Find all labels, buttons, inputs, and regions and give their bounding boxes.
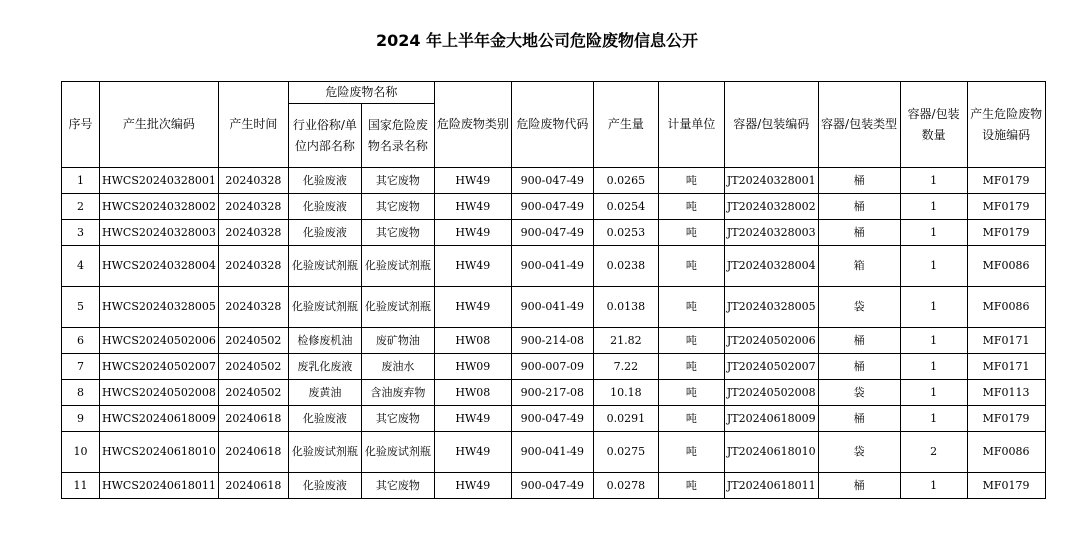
cell-national-name: 化验废试剂瓶: [361, 246, 434, 287]
cell-container-type: 袋: [818, 380, 900, 406]
cell-container-qty: 1: [900, 168, 967, 194]
cell-container-no: JT20240328005: [724, 287, 818, 328]
cell-seq: 6: [62, 328, 100, 354]
cell-unit: 吨: [658, 287, 724, 328]
cell-container-no: JT20240328004: [724, 246, 818, 287]
cell-container-type: 箱: [818, 246, 900, 287]
cell-unit: 吨: [658, 194, 724, 220]
cell-container-qty: 1: [900, 246, 967, 287]
cell-container-type: 袋: [818, 432, 900, 473]
cell-code: 900-047-49: [511, 194, 593, 220]
cell-category: HW49: [434, 473, 511, 499]
cell-code: 900-217-08: [511, 380, 593, 406]
table-row: [62, 380, 1046, 406]
header-time: 产生时间: [218, 82, 288, 168]
cell-facility-no: MF0171: [967, 328, 1045, 354]
cell-container-type: 桶: [818, 220, 900, 246]
table-row: [62, 328, 1046, 354]
cell-batch-no: HWCS20240502006: [100, 328, 219, 354]
header-container-qty: 容器/包装数量: [900, 82, 967, 168]
cell-batch-no: HWCS20240502008: [100, 380, 219, 406]
cell-container-no: JT20240618011: [724, 473, 818, 499]
table-row: [62, 246, 1046, 287]
cell-unit: 吨: [658, 380, 724, 406]
cell-container-type: 桶: [818, 406, 900, 432]
cell-container-no: JT20240502006: [724, 328, 818, 354]
page-title: 2024 年上半年金大地公司危险废物信息公开: [375, 31, 699, 50]
cell-code: 900-047-49: [511, 406, 593, 432]
cell-national-name: 含油废弃物: [361, 380, 434, 406]
cell-code: 900-047-49: [511, 220, 593, 246]
cell-common-name: 化验废液: [288, 168, 361, 194]
hazardous-waste-table: [61, 81, 1046, 499]
cell-national-name: 化验废试剂瓶: [361, 432, 434, 473]
cell-code: 900-041-49: [511, 432, 593, 473]
cell-container-type: 桶: [818, 328, 900, 354]
table-row: [62, 432, 1046, 473]
cell-amount: 7.22: [593, 354, 658, 380]
cell-code: 900-214-08: [511, 328, 593, 354]
cell-amount: 0.0291: [593, 406, 658, 432]
cell-time: 20240328: [218, 246, 288, 287]
cell-container-type: 桶: [818, 473, 900, 499]
cell-container-qty: 2: [900, 432, 967, 473]
cell-national-name: 其它废物: [361, 168, 434, 194]
table-row: [62, 287, 1046, 328]
cell-batch-no: HWCS20240328001: [100, 168, 219, 194]
cell-container-no: JT20240618009: [724, 406, 818, 432]
header-container-type: 容器/包装类型: [818, 82, 900, 168]
cell-national-name: 其它废物: [361, 406, 434, 432]
cell-batch-no: HWCS20240328002: [100, 194, 219, 220]
header-code: 危险废物代码: [511, 82, 593, 168]
header-common-name: 行业俗称/单位内部名称: [288, 104, 361, 168]
cell-seq: 9: [62, 406, 100, 432]
cell-category: HW49: [434, 168, 511, 194]
cell-time: 20240502: [218, 328, 288, 354]
cell-unit: 吨: [658, 220, 724, 246]
header-unit: 计量单位: [658, 82, 724, 168]
cell-container-type: 桶: [818, 168, 900, 194]
cell-category: HW08: [434, 328, 511, 354]
cell-facility-no: MF0086: [967, 287, 1045, 328]
cell-amount: 0.0138: [593, 287, 658, 328]
cell-common-name: 化验废液: [288, 220, 361, 246]
cell-common-name: 废乳化废液: [288, 354, 361, 380]
cell-facility-no: MF0179: [967, 473, 1045, 499]
cell-national-name: 其它废物: [361, 473, 434, 499]
cell-container-qty: 1: [900, 380, 967, 406]
cell-common-name: 化验废液: [288, 194, 361, 220]
header-container-no: 容器/包装编码: [724, 82, 818, 168]
cell-container-no: JT20240328003: [724, 220, 818, 246]
cell-category: HW49: [434, 246, 511, 287]
header-batch-no: 产生批次编码: [100, 82, 219, 168]
cell-seq: 7: [62, 354, 100, 380]
cell-seq: 3: [62, 220, 100, 246]
cell-amount: 0.0265: [593, 168, 658, 194]
cell-seq: 2: [62, 194, 100, 220]
cell-category: HW49: [434, 287, 511, 328]
table-row: [62, 194, 1046, 220]
header-amount: 产生量: [593, 82, 658, 168]
cell-container-qty: 1: [900, 194, 967, 220]
cell-time: 20240328: [218, 168, 288, 194]
cell-container-qty: 1: [900, 354, 967, 380]
cell-facility-no: MF0179: [967, 406, 1045, 432]
cell-container-type: 桶: [818, 194, 900, 220]
cell-common-name: 化验废液: [288, 406, 361, 432]
cell-amount: 0.0238: [593, 246, 658, 287]
cell-national-name: 其它废物: [361, 220, 434, 246]
cell-container-no: JT20240328001: [724, 168, 818, 194]
cell-container-no: JT20240502007: [724, 354, 818, 380]
cell-time: 20240618: [218, 406, 288, 432]
cell-facility-no: MF0086: [967, 432, 1045, 473]
cell-common-name: 化验废试剂瓶: [288, 432, 361, 473]
cell-amount: 0.0275: [593, 432, 658, 473]
cell-seq: 4: [62, 246, 100, 287]
cell-facility-no: MF0086: [967, 246, 1045, 287]
cell-container-qty: 1: [900, 406, 967, 432]
cell-time: 20240328: [218, 220, 288, 246]
cell-amount: 0.0253: [593, 220, 658, 246]
cell-category: HW08: [434, 380, 511, 406]
cell-time: 20240502: [218, 380, 288, 406]
cell-container-no: JT20240328002: [724, 194, 818, 220]
cell-facility-no: MF0179: [967, 220, 1045, 246]
cell-common-name: 废黄油: [288, 380, 361, 406]
cell-national-name: 其它废物: [361, 194, 434, 220]
header-national-name: 国家危险废物名录名称: [361, 104, 434, 168]
cell-time: 20240328: [218, 287, 288, 328]
cell-category: HW09: [434, 354, 511, 380]
cell-seq: 11: [62, 473, 100, 499]
cell-batch-no: HWCS20240328005: [100, 287, 219, 328]
cell-amount: 0.0278: [593, 473, 658, 499]
cell-unit: 吨: [658, 473, 724, 499]
cell-code: 900-007-09: [511, 354, 593, 380]
cell-common-name: 化验废液: [288, 473, 361, 499]
cell-unit: 吨: [658, 432, 724, 473]
cell-time: 20240618: [218, 473, 288, 499]
cell-unit: 吨: [658, 168, 724, 194]
cell-amount: 10.18: [593, 380, 658, 406]
header-facility-no: 产生危险废物设施编码: [967, 82, 1045, 168]
cell-container-no: JT20240618010: [724, 432, 818, 473]
cell-batch-no: HWCS20240618009: [100, 406, 219, 432]
cell-batch-no: HWCS20240618010: [100, 432, 219, 473]
cell-common-name: 化验废试剂瓶: [288, 287, 361, 328]
cell-batch-no: HWCS20240618011: [100, 473, 219, 499]
cell-facility-no: MF0113: [967, 380, 1045, 406]
cell-category: HW49: [434, 406, 511, 432]
table-row: [62, 168, 1046, 194]
cell-time: 20240328: [218, 194, 288, 220]
cell-container-type: 桶: [818, 354, 900, 380]
cell-container-no: JT20240502008: [724, 380, 818, 406]
cell-facility-no: MF0179: [967, 168, 1045, 194]
cell-common-name: 化验废试剂瓶: [288, 246, 361, 287]
cell-container-qty: 1: [900, 328, 967, 354]
header-seq: 序号: [62, 82, 100, 168]
cell-batch-no: HWCS20240328003: [100, 220, 219, 246]
cell-container-type: 袋: [818, 287, 900, 328]
cell-time: 20240618: [218, 432, 288, 473]
cell-container-qty: 1: [900, 287, 967, 328]
cell-national-name: 废油水: [361, 354, 434, 380]
cell-code: 900-041-49: [511, 287, 593, 328]
cell-category: HW49: [434, 194, 511, 220]
cell-category: HW49: [434, 432, 511, 473]
cell-amount: 21.82: [593, 328, 658, 354]
cell-container-qty: 1: [900, 473, 967, 499]
cell-container-qty: 1: [900, 220, 967, 246]
header-name-group: 危险废物名称: [288, 82, 434, 104]
cell-national-name: 废矿物油: [361, 328, 434, 354]
cell-common-name: 检修废机油: [288, 328, 361, 354]
cell-unit: 吨: [658, 328, 724, 354]
cell-unit: 吨: [658, 354, 724, 380]
table-row: [62, 354, 1046, 380]
cell-amount: 0.0254: [593, 194, 658, 220]
cell-code: 900-047-49: [511, 473, 593, 499]
cell-time: 20240502: [218, 354, 288, 380]
table-body: [62, 168, 1046, 499]
cell-national-name: 化验废试剂瓶: [361, 287, 434, 328]
cell-seq: 1: [62, 168, 100, 194]
cell-unit: 吨: [658, 246, 724, 287]
cell-code: 900-047-49: [511, 168, 593, 194]
cell-batch-no: HWCS20240502007: [100, 354, 219, 380]
cell-category: HW49: [434, 220, 511, 246]
table-row: [62, 473, 1046, 499]
cell-code: 900-041-49: [511, 246, 593, 287]
cell-facility-no: MF0171: [967, 354, 1045, 380]
table-row: [62, 220, 1046, 246]
header-category: 危险废物类别: [434, 82, 511, 168]
cell-facility-no: MF0179: [967, 194, 1045, 220]
cell-seq: 10: [62, 432, 100, 473]
cell-unit: 吨: [658, 406, 724, 432]
cell-seq: 5: [62, 287, 100, 328]
cell-batch-no: HWCS20240328004: [100, 246, 219, 287]
table-row: [62, 406, 1046, 432]
cell-seq: 8: [62, 380, 100, 406]
